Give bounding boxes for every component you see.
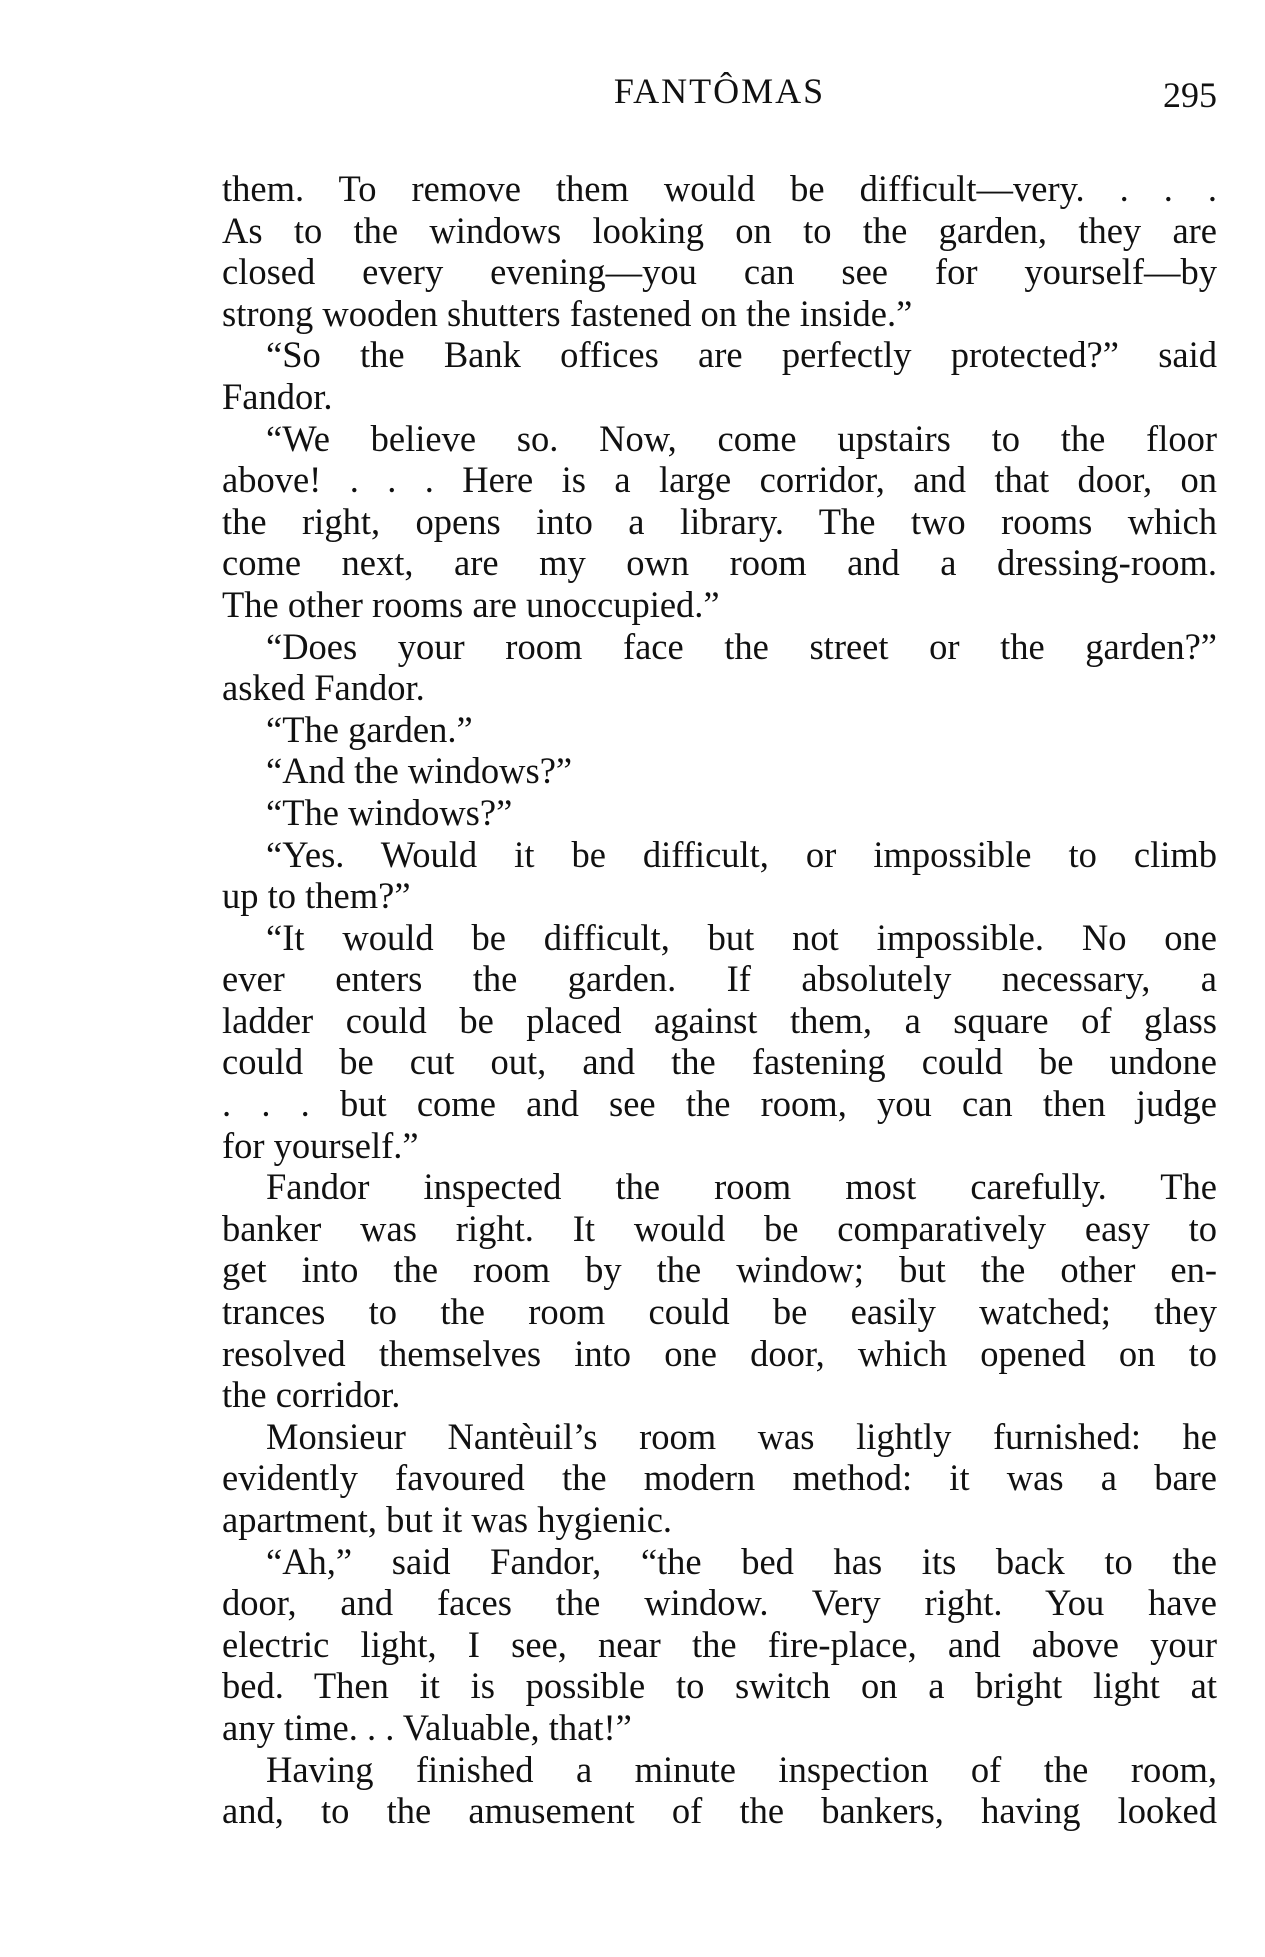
text-line: any time. . . Valuable, that!” (222, 1706, 632, 1748)
text-line: resolved themselves into one door, which opened on to (222, 1332, 1217, 1374)
text-line: come next, are my own room and a dressing-room. (222, 542, 1217, 584)
text-line: Fandor. (222, 375, 333, 417)
text-line: ever enters the garden. If absolutely necessary, a (222, 958, 1217, 1000)
running-title: FANTÔMAS (613, 71, 826, 111)
text-line: “Ah,” said Fandor, “the bed has its back to the (266, 1540, 1217, 1582)
text-line: . . . but come and see the room, you can then judge (222, 1083, 1217, 1125)
text-line: “It would be difficult, but not impossible. No one (266, 916, 1217, 958)
text-line: strong wooden shutters fastened on the inside.” (222, 292, 913, 334)
text-line: and, to the amusement of the bankers, having looked (222, 1790, 1217, 1832)
text-line: trances to the room could be easily watched; they (222, 1291, 1217, 1333)
page-number: 295 (1163, 75, 1217, 115)
text-line: banker was right. It would be comparatively easy to (222, 1207, 1217, 1249)
text-line: bed. Then it is possible to switch on a bright light at (222, 1665, 1217, 1707)
text-line: asked Fandor. (222, 667, 425, 709)
text-line: “The garden.” (266, 708, 473, 750)
text-line: apartment, but it was hygienic. (222, 1499, 673, 1540)
text-line: The other rooms are unoccupied.” (222, 583, 720, 625)
text-line: Fandor inspected the room most carefully. The (266, 1166, 1217, 1208)
text-line: “We believe so. Now, come upstairs to the floor (266, 417, 1217, 459)
text-line: “The windows?” (266, 791, 513, 833)
text-line: them. To remove them would be difficult—very. . . . (222, 168, 1217, 209)
text-line: could be cut out, and the fastening could be undone (222, 1041, 1217, 1083)
text-line: As to the windows looking on to the garden, they are (222, 209, 1217, 251)
text-line: for yourself.” (222, 1124, 419, 1166)
text-line: Having finished a minute inspection of the room, (266, 1748, 1217, 1790)
page-header (222, 68, 1217, 118)
text-line: “Yes. Would it be difficult, or impossible to climb (266, 833, 1217, 875)
text-line: “Does your room face the street or the garden?” (266, 625, 1217, 667)
text-line: door, and faces the window. Very right. You have (222, 1582, 1217, 1624)
text-line: up to them?” (222, 875, 411, 917)
text-line: closed every evening—you can see for yourself—by (222, 251, 1217, 293)
text-line: above! . . . Here is a large corridor, and that door, on (222, 459, 1217, 501)
text-line: the corridor. (222, 1374, 401, 1416)
text-line: the right, opens into a library. The two rooms which (222, 500, 1217, 542)
text-line: get into the room by the window; but the other en- (222, 1249, 1217, 1291)
text-line: Monsieur Nantèuil’s room was lightly furnished: he (266, 1415, 1217, 1457)
text-line: “And the windows?” (266, 750, 573, 792)
text-line: electric light, I see, near the fire-place, and above your (222, 1623, 1217, 1665)
text-line: ladder could be placed against them, a square of glass (222, 999, 1217, 1041)
text-line: “So the Bank offices are perfectly protected?” said (266, 334, 1217, 376)
text-line: evidently favoured the modern method: it was a bare (222, 1457, 1217, 1499)
body-text (222, 168, 1217, 1832)
